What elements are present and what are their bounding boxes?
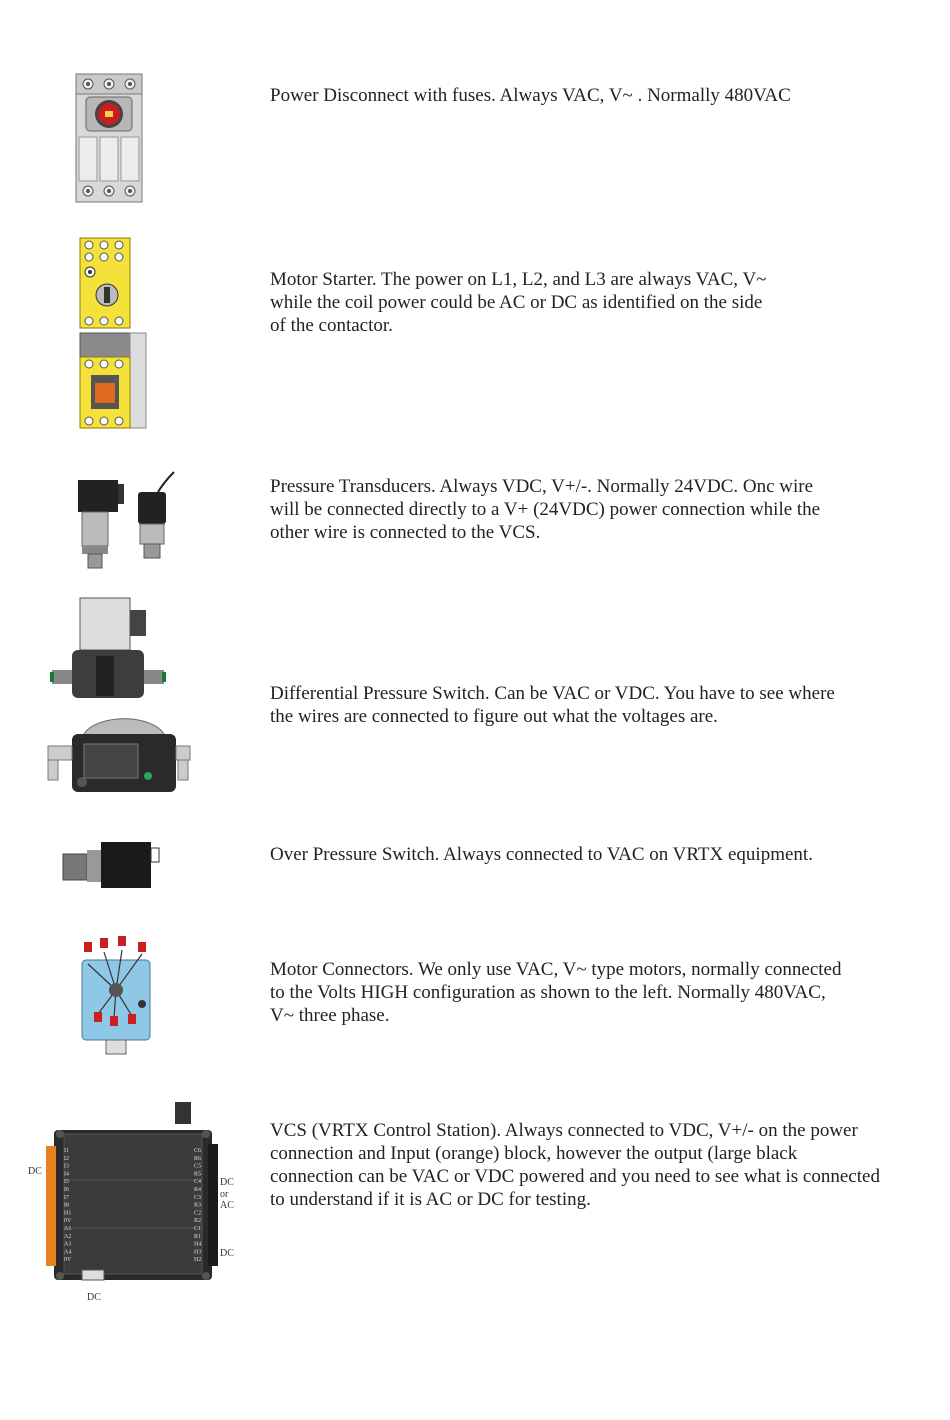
text-line: VCS (VRTX Control Station). Always connected to VDC, V+/- on the power (270, 1120, 858, 1141)
vcs-input-terminal-label: I3 (64, 1163, 69, 1170)
vcs-output-terminal-label: R3 (194, 1202, 202, 1209)
vcs-right-ac-label: AC (220, 1200, 234, 1211)
vcs-output-terminal-label: R4 (194, 1187, 202, 1193)
vcs-input-terminal-label: I2 (64, 1155, 69, 1162)
power-disconnect-text (270, 84, 791, 107)
vcs-input-terminal-label: I4 (64, 1171, 69, 1178)
vcs-input-terminal-label: A1 (64, 1226, 72, 1232)
text-line: will be connected directly to a V+ (24VDC) power connection while the (270, 499, 821, 520)
vcs-output-terminal-label: R5 (194, 1171, 202, 1178)
vcs-input-terminal-label: I1 (64, 1148, 69, 1154)
text-line: Motor Connectors. We only use VAC, V~ type motors, normally connected (270, 959, 842, 980)
vcs-right-dc-label: DC (220, 1177, 234, 1188)
pressure-transducer-icon (74, 470, 176, 570)
text-line: connection can be VAC or VDC powered and you need to see what is connected (270, 1166, 880, 1187)
power-disconnect-icon (75, 73, 143, 203)
vcs-input-terminal-label: I6 (64, 1187, 69, 1193)
vcs-input-terminal-label: I5 (64, 1179, 69, 1186)
vcs-controller-icon (44, 1100, 220, 1286)
vcs-bottom-dc-label: DC (87, 1292, 101, 1303)
vcs-input-terminal-label: 0V (64, 1257, 72, 1264)
text-line: V~ three phase. (270, 1005, 390, 1026)
vcs-output-terminal-label: H2 (194, 1257, 202, 1264)
text-line: Over Pressure Switch. Always connected to VAC on VRTX equipment. (270, 844, 813, 865)
vcs-output-terminal-label: C3 (194, 1194, 202, 1201)
vcs-input-terminal-label: A2 (64, 1233, 72, 1240)
text-line: Pressure Transducers. Always VDC, V+/-. Normally 24VDC. Onc wire (270, 476, 814, 497)
vcs-left-dc-label: DC (28, 1166, 42, 1177)
vcs-input-terminal-label: 0V (64, 1218, 72, 1225)
differential-pressure-switch-icon (44, 596, 192, 798)
vcs-output-terminal-label: C5 (194, 1163, 202, 1170)
text-line: Motor Starter. The power on L1, L2, and L3 are always VAC, V~ (270, 269, 767, 290)
vcs-input-terminal-label: I8 (64, 1202, 69, 1209)
differential-pressure-switch-text (270, 682, 835, 728)
vcs-output-terminal-label: R1 (194, 1233, 202, 1240)
text-line: to the Volts HIGH configuration as shown to the left. Normally 480VAC, (270, 982, 826, 1003)
motor-starter-text (270, 268, 766, 337)
vcs-input-terminal-label: I7 (64, 1194, 69, 1201)
vcs-output-terminal-label: R6 (194, 1155, 202, 1162)
vcs-output-terminal-label: C6 (194, 1148, 202, 1154)
text-line: connection and Input (orange) block, however the output (large black (270, 1143, 798, 1164)
over-pressure-switch-icon (62, 840, 162, 890)
vcs-input-terminal-label: H1 (64, 1210, 72, 1217)
vcs-output-terminal-label: H3 (194, 1249, 202, 1256)
vcs-text (270, 1119, 880, 1211)
vcs-output-terminal-label: C2 (194, 1210, 202, 1217)
over-pressure-switch-text (270, 843, 813, 866)
vcs-input-terminal-label: A3 (64, 1241, 72, 1248)
text-line: of the contactor. (270, 315, 393, 336)
vcs-output-terminal-label: R2 (194, 1218, 202, 1225)
text-line: the wires are connected to figure out what the voltages are. (270, 706, 718, 727)
vcs-input-terminal-label: A4 (64, 1249, 72, 1256)
motor-connector-text (270, 958, 841, 1027)
text-line: other wire is connected to the VCS. (270, 522, 541, 543)
vcs-right-dc-bottom-label: DC (220, 1248, 234, 1259)
text-line: Power Disconnect with fuses. Always VAC, V~ . Normally 480VAC (270, 85, 791, 106)
text-line: Differential Pressure Switch. Can be VAC or VDC. You have to see where (270, 683, 835, 704)
vcs-output-terminal-label: C4 (194, 1179, 202, 1186)
text-line: to understand if it is AC or DC for testing. (270, 1189, 591, 1210)
motor-starter-icon (79, 237, 147, 429)
motor-connector-icon (76, 934, 156, 1056)
pressure-transducer-text (270, 475, 820, 544)
vcs-output-terminal-label: C1 (194, 1226, 202, 1232)
vcs-right-or-label: or (220, 1189, 229, 1200)
vcs-output-terminal-label: H4 (194, 1241, 202, 1248)
text-line: while the coil power could be AC or DC as identified on the side (270, 292, 763, 313)
